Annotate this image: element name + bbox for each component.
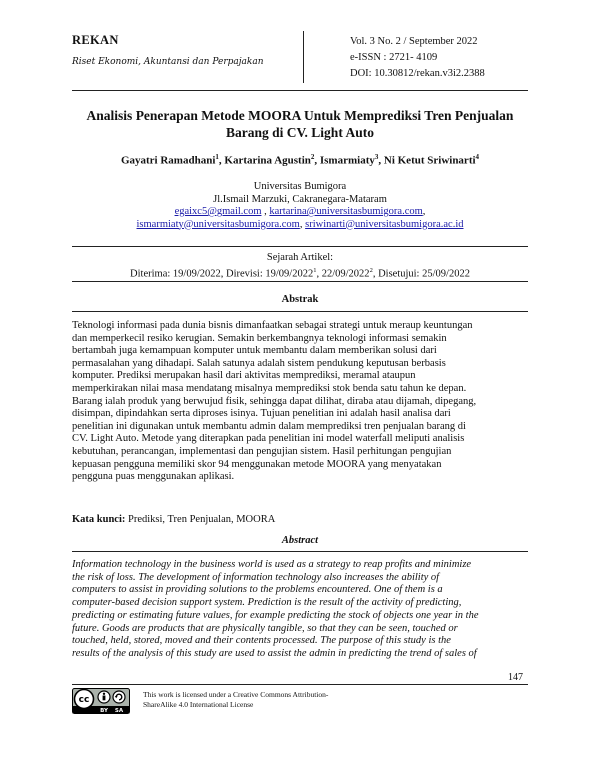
journal-subtitle: Riset Ekonomi, Akuntansi dan Perpajakan [72,57,264,67]
history-rule-bottom [72,281,528,282]
affiliation [72,181,528,231]
by-label: BY [100,708,108,714]
license-line-1: This work is licensed under a Creative Commons Attribution- [143,690,329,699]
received-label: Diterima: [130,268,171,280]
author-name: Ni Ketut Sriwinarti [383,154,476,167]
revised-sup-2: 2 [369,267,373,274]
accepted-date: 25/09/2022 [422,268,470,280]
history-dates: Diterima: 19/09/2022, Direvisi: 19/09/2022$^1$, 22/09/2022$^2$, Disetujui: 25/09/2022 [130,267,470,280]
cc-text: cc [78,695,90,705]
address: Jl.Ismail Marzuki, Cakranegara-Mataram [213,193,387,205]
email-link[interactable]: sriwinarti@universitasbumigora.ac.id [305,218,464,230]
license-line-2: ShareAlike 4.0 International License [143,700,254,709]
abstract-en-heading: Abstract [281,535,319,546]
revised-label: Direvisi: [226,268,263,280]
abstract-en-line: computers to assist in providing solutions to the problems encountered. One of them is a [72,584,443,596]
abstract-id-line: CV. Light Auto. Metode yang diterapkan pada penelitian ini model waterfall meliputi analisis [72,433,465,445]
article-title [72,107,528,141]
author-sup: 4 [475,153,480,161]
abstract-en-line: future. Goods are products that are physically tangible, so that they can be seen, touched or [72,622,458,634]
abstract-id-line: bertambah juga kemampuan komputer untuk membantu dalam memberikan solusi dari [72,345,437,357]
abstract-id-line: memperkirakan nilai masa mendatang misalnya memprediksi stok benda satu tahun ke depan. [72,382,467,394]
journal-info [350,34,485,82]
keywords [72,514,528,525]
license-text [143,690,403,710]
keywords-value: Prediksi, Tren Penjualan, MOORA [128,514,276,525]
abstract-id-rule [72,311,528,312]
author-name: Kartarina Agustin [224,154,311,167]
abstract-id-line: dan memperkecil resiko kerugian. Semakin berkembangnya teknologi informasi semakin [72,332,447,344]
revised-date-1: 19/09/2022 [265,268,314,280]
header-rule [72,90,528,91]
abstract-id-line: disimpan, dipindahkan serta diproses isinya. Tujuan penelitian ini adalah hasil analisa dari [72,408,451,420]
abstract-en-body [72,559,528,661]
abstract-id-line: kebutuhan, perancangan, implementasi dan pengujian sistem. Hasil perhitungan pengujian [72,445,452,457]
article-history [72,251,528,281]
history-heading: Sejarah Artikel: [266,252,334,263]
cc-license-badge[interactable] [72,688,130,714]
author-sup: 1 [215,153,219,161]
abstract-id-line: kepuasan pengguna memiliki skor 94 menggunakan metode MOORA yang menyatakan [72,458,442,470]
abstract-en-line: results of the analysis of this study are used to assist the admin in predicting the trend of sales of [72,647,477,659]
abstract-id-line: Teknologi informasi pada dunia bisnis dimanfaatkan sebagai strategi untuk meraup keuntungan [72,320,473,331]
email-link[interactable]: kartarina@universitasbumigora.com [269,206,423,217]
title-line-2: Barang di CV. Light Auto [226,125,374,140]
email-link[interactable]: egaixc5@gmail.com [174,206,262,217]
sa-label: SA [114,708,124,714]
author-name: Ismarmiaty [319,154,375,167]
author-list: Gayatri Ramadhani$^1$, Kartarina Agustin$^2$, Ismarmiaty$^3$, Ni Ketut Sriwinarti$^4$ [120,153,480,167]
revised-sup-1: 1 [313,267,317,274]
abstract-en-line: Information technology in the business world is used as a strategy to reap profits and minimize [72,559,472,570]
author-name: Gayatri Ramadhani [120,154,216,167]
author-sup: 2 [310,153,315,161]
received-date: 19/09/2022 [172,268,221,280]
abstract-id-line: permasalahan yang dihadapi. Salah satunya adalah sistem pendukung keputusan berbasis [72,357,446,369]
keywords-label: Kata kunci: [72,514,126,525]
abstract-en-line: computer-based decision support system. Prediction is the result of the activity of predicting, [72,597,462,609]
journal-name: REKAN [72,33,119,47]
title-line-1: Analisis Penerapan Metode MOORA Untuk Memprediksi Tren Penjualan [86,108,514,123]
accepted-label: Disetujui: [378,268,420,280]
email-link[interactable]: ismarmiaty@universitasbumigora.com [136,218,300,230]
email-line-2: ismarmiaty@universitasbumigora.com, sriwinarti@universitasbumigora.ac.id [136,218,464,230]
abstract-id-heading: Abstrak [281,294,319,305]
abstract-en-line: predicting or estimating future values, for example predicting the stock of objects one year in the [72,609,479,621]
abstract-id-line: komputer. Prediksi merupakan hasil dari aktivitas memprediksi, meramal ataupun [72,370,416,382]
footer-rule [72,684,528,685]
doi-info: DOI: 10.30812/rekan.v3i2.2388 [350,68,485,79]
email-line-1: egaixc5@gmail.com , kartarina@universitasbumigora.com, [174,206,426,217]
volume-info: Vol. 3 No. 2 / September 2022 [350,36,478,47]
page-number: 147 [508,672,523,683]
abstract-id-line: penelitian ini digunakan untuk membantu admin dalam memprediksi tren penjualan barang di [72,420,466,432]
history-rule-top [72,246,528,247]
abstract-id-line: pengguna puas menggunakan aplikasi. [72,471,235,483]
issn-info: e-ISSN : 2721- 4109 [350,52,438,63]
institution: Universitas Bumigora [253,181,347,192]
revised-date-2: 22/09/2022 [321,268,370,280]
abstract-en-line: the risk of loss. The development of information technology also increases the ability of [72,571,440,583]
abstract-id-line: Barang ialah produk yang berwujud fisik, sehingga dapat dilihat, diraba atau dijamah, dipegang, [72,395,477,407]
abstract-en-rule [72,551,528,552]
abstract-en-line: touched, held, stored, moved and their contents processed. The purpose of this study is the [72,635,451,647]
header-divider [303,31,304,83]
author-sup: 3 [374,153,379,161]
cc-by-sa-icon [72,688,130,714]
abstract-id-body [72,320,528,484]
